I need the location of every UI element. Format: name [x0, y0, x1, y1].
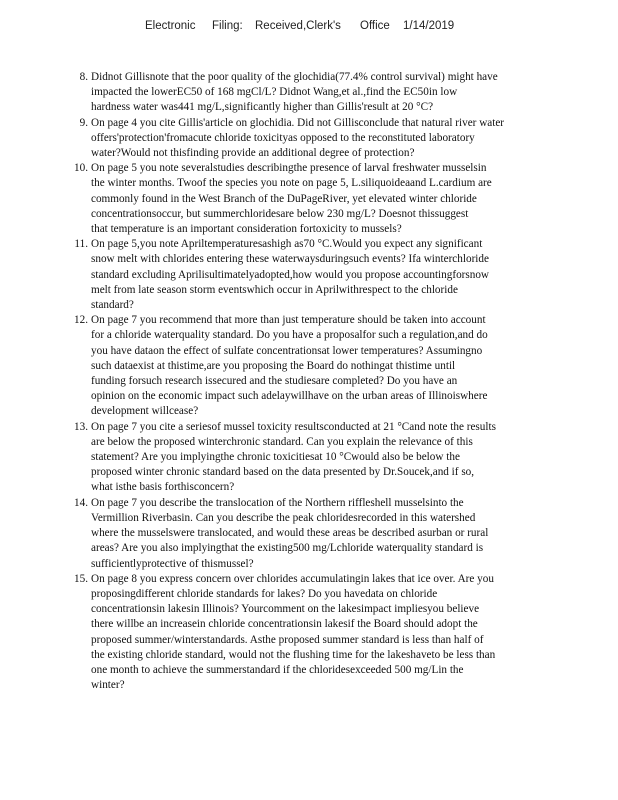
question-item [70, 161, 540, 237]
question-line: Vermillion Riverbasin. Can you describe the peak chloridesrecorded in this watershed [91, 511, 476, 524]
question-item [70, 313, 540, 419]
question-number: 14. [74, 496, 88, 509]
question-text [91, 572, 540, 694]
question-number: 9. [79, 116, 88, 129]
question-line: commonly found in the West Branch of the DuPageRiver, yet elevated winter chloride [91, 192, 477, 205]
question-line: concentrationsin lakesin Illinois? Yourcomment on the lakesimpact impliesyou believe [91, 603, 480, 616]
question-text [91, 70, 540, 116]
question-number: 11. [74, 238, 88, 251]
question-line: such dataexist at thistime,are you proposing the Board do nothingat thistime until [91, 359, 456, 372]
question-text [91, 161, 540, 237]
question-line: On page 8 you express concern over chlorides accumulatingin lakes that ice over. Are you [91, 572, 494, 585]
question-line: winter? [91, 679, 125, 692]
question-line: that temperature is an important consideration fortoxicity to mussels? [91, 223, 402, 236]
question-line: proposed winter chronic standard based on the data presented by Dr.Soucek,and if so, [91, 466, 475, 479]
question-text [91, 420, 540, 496]
question-list [70, 70, 540, 693]
question-line: On page 5,you note Apriltemperaturesashigh as70 °C.Would you expect any significant [91, 238, 483, 251]
question-line: are below the proposed winterchronic standard. Can you explain the relevance of this [91, 435, 473, 448]
question-item [70, 496, 540, 572]
question-item [70, 116, 540, 162]
header-received: Received,Clerk's [255, 20, 341, 32]
header-filing: Filing: [212, 20, 243, 32]
question-line: the existing chloride standard, would not the flushing time for the lakeshaveto be less than [91, 648, 496, 661]
header-office: Office [360, 20, 390, 32]
question-line: development willcease? [91, 405, 199, 418]
question-number: 8. [79, 71, 88, 83]
question-line: sufficientlyprotective of thismussel? [91, 557, 254, 570]
question-line: there willbe an increasein chloride concentrationsin lakesif the Board should adopt the [91, 618, 478, 631]
question-number: 12. [74, 314, 88, 327]
question-line: one month to achieve the summerstandard if the chloridesexceeded 500 mg/Lin the [91, 663, 464, 676]
question-line: impacted the lowerEC50 of 168 mgCl/L? Didnot Wang,et al.,find the EC50in low [91, 86, 458, 99]
question-item [70, 70, 540, 116]
question-line: concentrationsoccur, but summerchloridesare below 230 mg/L? Doesnot thissuggest [91, 207, 469, 220]
question-item [70, 237, 540, 313]
question-item [70, 420, 540, 496]
question-number: 10. [74, 162, 88, 175]
question-text [91, 313, 540, 419]
question-line: for a chloride waterquality standard. Do you have a proposalfor such a regulation,and do [91, 329, 488, 342]
question-line: proposingdifferent chloride standards for lakes? Do you havedata on chloride [91, 587, 438, 600]
question-line: snow melt with chlorides entering these waterwaysduringsuch events? Ifa winterchloride [91, 253, 489, 266]
question-line: On page 5 you note severalstudies describingthe presence of larval freshwater musselsin [91, 162, 487, 175]
question-text [91, 116, 540, 162]
question-line: proposed summer/winterstandards. Asthe proposed summer standard is less than half of [91, 633, 484, 646]
question-line: standard excluding Aprilisultimatelyadopted,how would you propose accountingforsnow [91, 268, 490, 281]
question-line: On page 7 you cite a seriesof mussel toxicity resultsconducted at 21 °Cand note the results [91, 420, 496, 433]
question-number: 15. [74, 572, 88, 585]
question-text [91, 237, 540, 313]
question-line: hardness water was441 mg/L,significantly higher than Gillis'result at 20 °C? [91, 101, 434, 114]
question-item [70, 572, 540, 694]
question-number: 13. [74, 420, 88, 433]
question-line: Didnot Gillisnote that the poor quality of the glochidia(77.4% control survival) might have [91, 71, 498, 83]
question-line: areas? Are you also implyingthat the existing500 mg/Lchloride waterquality standard is [91, 542, 484, 555]
question-line: what isthe basis forthisconcern? [91, 481, 235, 494]
question-line: On page 7 you describe the translocation of the Northern riffleshell musselsinto the [91, 496, 464, 509]
question-text [91, 496, 540, 572]
question-line: you have dataon the effect of sulfate concentrationsat lower temperatures? Assumingno [91, 344, 483, 357]
question-line: opinion on the economic impact such adelaywillhave on the urban areas of Illinoiswhere [91, 390, 488, 403]
question-line: melt from late season storm eventswhich occur in Aprilwithrespect to the chloride [91, 283, 458, 296]
question-line: On page 7 you recommend that more than just temperature should be taken into account [91, 314, 486, 327]
question-line: the winter months. Twoof the species you note on page 5, L.siliquoideaand L.cardium are [91, 177, 492, 190]
question-line: water?Would not thisfinding provide an additional degree of protection? [91, 147, 415, 160]
question-line: standard? [91, 299, 134, 312]
question-line: statement? Are you implyingthe chronic toxicitiesat 10 °Cwould also be below the [91, 451, 460, 464]
question-line: offers'protection'fromacute chloride toxicityas opposed to the reconstituted laboratory [91, 131, 475, 144]
question-line: where the musselswere translocated, and would these areas be described asurban or rural [91, 527, 489, 540]
header-date: 1/14/2019 [403, 20, 455, 32]
question-line: funding forsuch research issecured and the studiesare completed? Do you have an [91, 375, 458, 388]
header-electronic: Electronic [145, 20, 196, 32]
question-line: On page 4 you cite Gillis'article on glochidia. Did not Gillisconclude that natural river water [91, 116, 505, 129]
